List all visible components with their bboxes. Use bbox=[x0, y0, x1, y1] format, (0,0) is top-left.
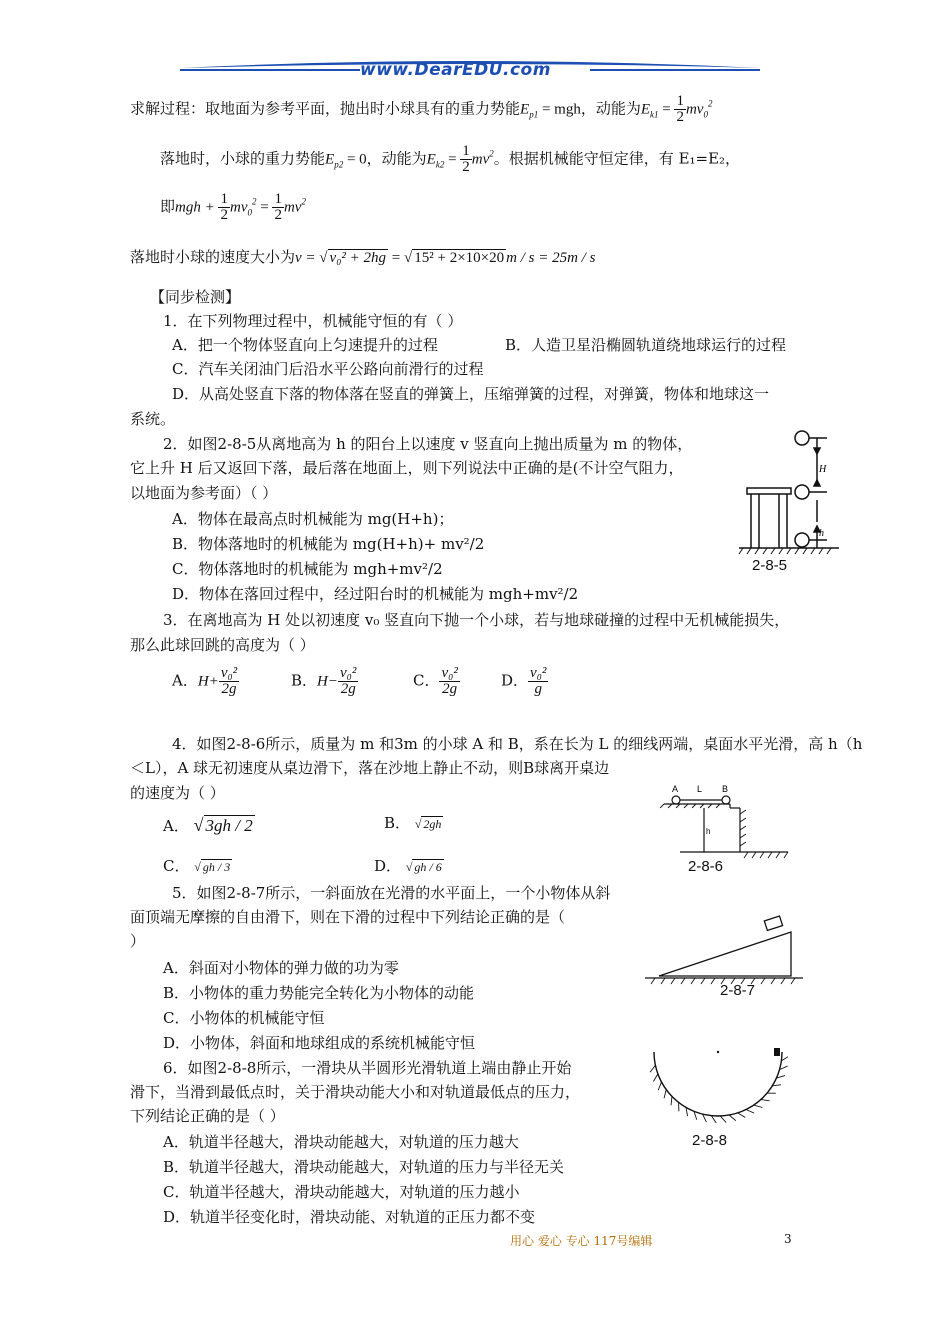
q5-option-d: D．小物体，斜面和地球组成的系统机械能守恒 bbox=[163, 1034, 476, 1052]
q2-option-c: C．物体落地时的机械能为 mgh+mv²/2 bbox=[172, 560, 443, 578]
q2-option-d: D．物体在落回过程中，经过阳台时的机械能为 mgh+mv²/2 bbox=[172, 585, 579, 603]
q4-option-b: B． √ 2gh bbox=[384, 814, 442, 832]
fraction-half: $\frac{1}{2}$ bbox=[676, 93, 684, 125]
q2-option-b: B．物体落地时的机械能为 mg(H+h)+ mv²/2 bbox=[172, 535, 485, 553]
q1-option-d-cont: 系统。 bbox=[130, 410, 176, 428]
q2-stem-3: 以地面为参考面）（ ） bbox=[130, 484, 278, 502]
q1-option-b: B．人造卫星沿椭圆轨道绕地球运行的过程 bbox=[505, 336, 787, 354]
q6-stem-2: 滑下，当滑到最低点时，关于滑块动能大小和对轨道最低点的压力， bbox=[130, 1083, 581, 1101]
figure-2-8-6 bbox=[660, 782, 790, 860]
page-number: 3 bbox=[784, 1232, 792, 1246]
solution-line-3: 即mgh + $\frac{1}{2}$ $mv_0^2$ = $\frac{1}{2}$ $mv^2$ bbox=[160, 191, 306, 223]
q5-option-a: A．斜面对小物体的弹力做的功为零 bbox=[163, 959, 399, 977]
fig-label-h: h bbox=[819, 528, 824, 539]
q4-stem-3: 的速度为（ ） bbox=[130, 784, 225, 802]
q4-option-d: D． √ gh / 6 bbox=[374, 857, 442, 875]
q5-option-b: B．小物体的重力势能完全转化为小物体的动能 bbox=[163, 984, 475, 1002]
q6-option-c: C．轨道半径越大，滑块动能越大，对轨道的压力越小 bbox=[163, 1183, 520, 1201]
q4-stem-2: ＜L），A 球无初速度从桌边滑下，落在沙地上静止不动，则B球离开桌边 bbox=[130, 759, 610, 777]
q1-stem: 1．在下列物理过程中，机械能守恒的有（ ） bbox=[163, 312, 463, 330]
q3-stem-2: 那么此球回跳的高度为（ ） bbox=[130, 636, 315, 654]
figure-2-8-5-caption: 2-8-5 bbox=[752, 557, 788, 574]
q6-stem-3: 下列结论正确的是（ ） bbox=[130, 1107, 285, 1125]
q5-option-c: C．小物体的机械能守恒 bbox=[163, 1009, 325, 1027]
q5-stem-1: 5．如图2-8-7所示，一斜面放在光滑的水平面上，一个小物体从斜 bbox=[172, 884, 611, 902]
solution-line-1: 求解过程：取地面为参考平面，抛出时小球具有的重力势能$E_{p1}$ = mgh，动能为$E_{k1}$ = $\frac{1}{2}$ $mv_0^2$ bbox=[130, 93, 713, 125]
q5-stem-3: ） bbox=[130, 932, 146, 950]
q2-stem-1: 2．如图2-8-5从离地高为 h 的阳台上以速度 v 竖直向上抛出质量为 m 的物体， bbox=[163, 435, 693, 453]
q6-option-b: B．轨道半径越大，滑块动能越大，对轨道的压力与半径无关 bbox=[163, 1158, 565, 1176]
footer-note: 用心 爱心 专心 117号编辑 bbox=[510, 1234, 653, 1248]
section-title: 【同步检测】 bbox=[150, 288, 241, 306]
q4-option-a: A． √ 3gh / 2 bbox=[163, 815, 253, 835]
fig-label-H: H bbox=[819, 464, 827, 475]
site-url[interactable]: www.DearEDU.com bbox=[360, 60, 551, 80]
solution-line-4: 落地时小球的速度大小为v = √ v₀² + 2hg = √ 15² + 2×10×20 m / s = 25m / s bbox=[130, 248, 596, 266]
figure-2-8-8-caption: 2-8-8 bbox=[692, 1132, 728, 1149]
q4-stem-1: 4．如图2-8-6所示，质量为 m 和3m 的小球 A 和 B，系在长为 L 的细线两端，桌面水平光滑，高 h（h bbox=[172, 735, 863, 753]
figure-2-8-5 bbox=[735, 426, 840, 566]
fig-label-h2: h bbox=[706, 827, 711, 836]
q3-stem-1: 3．在离地高为 H 处以初速度 v₀ 竖直向下抛一个小球，若与地球碰撞的过程中无机械能损失， bbox=[163, 611, 790, 629]
figure-2-8-8 bbox=[648, 1046, 788, 1136]
fig-label-A: A bbox=[672, 784, 679, 794]
q5-stem-2: 面顶端无摩擦的自由滑下，则在下滑的过程中下列结论正确的是（ bbox=[130, 908, 566, 926]
q3-option-b: B．H− $\frac{\text{v₀²}}{2g}$ bbox=[291, 665, 357, 697]
solution-line-2: 落地时，小球的重力势能$E_{p2} = 0$，动能为$E_{k2}$ = $\frac{1}{2}$ $mv^2$。根据机械能守恒定律，有 E₁=E₂， bbox=[160, 143, 741, 175]
figure-2-8-7-caption: 2-8-7 bbox=[720, 982, 756, 999]
q6-stem-1: 6．如图2-8-8所示，一滑块从半圆形光滑轨道上端由静止开始 bbox=[163, 1059, 572, 1077]
q1-option-c: C．汽车关闭油门后沿水平公路向前滑行的过程 bbox=[172, 360, 484, 378]
q3-option-a: A．H+ $\frac{\text{v₀²}}{2g}$ bbox=[172, 665, 238, 697]
figure-2-8-7 bbox=[645, 912, 805, 990]
q2-stem-2: 它上升 H 后又返回下落，最后落在地面上，则下列说法中正确的是(不计空气阻力， bbox=[130, 459, 684, 477]
q3-option-c: C． $\frac{\text{v₀²}}{2g}$ bbox=[413, 665, 458, 697]
figure-2-8-6-caption: 2-8-6 bbox=[688, 858, 724, 875]
q2-option-a: A．物体在最高点时机械能为 mg(H+h)； bbox=[172, 510, 454, 528]
q6-option-a: A．轨道半径越大，滑块动能越大，对轨道的压力越大 bbox=[163, 1133, 519, 1151]
q6-option-d: D．轨道半径变化时，滑块动能、对轨道的正压力都不变 bbox=[163, 1208, 536, 1226]
fig-label-B: B bbox=[722, 784, 729, 794]
q1-option-d: D．从高处竖直下落的物体落在竖直的弹簧上，压缩弹簧的过程，对弹簧，物体和地球这一 bbox=[172, 385, 770, 403]
fig-label-L: L bbox=[697, 784, 703, 794]
q3-option-d: D． $\frac{\text{v₀²}}{g}$ bbox=[501, 665, 547, 697]
q4-option-c: C． √ gh / 3 bbox=[163, 857, 231, 875]
q1-option-a: A．把一个物体竖直向上匀速提升的过程 bbox=[172, 336, 438, 354]
